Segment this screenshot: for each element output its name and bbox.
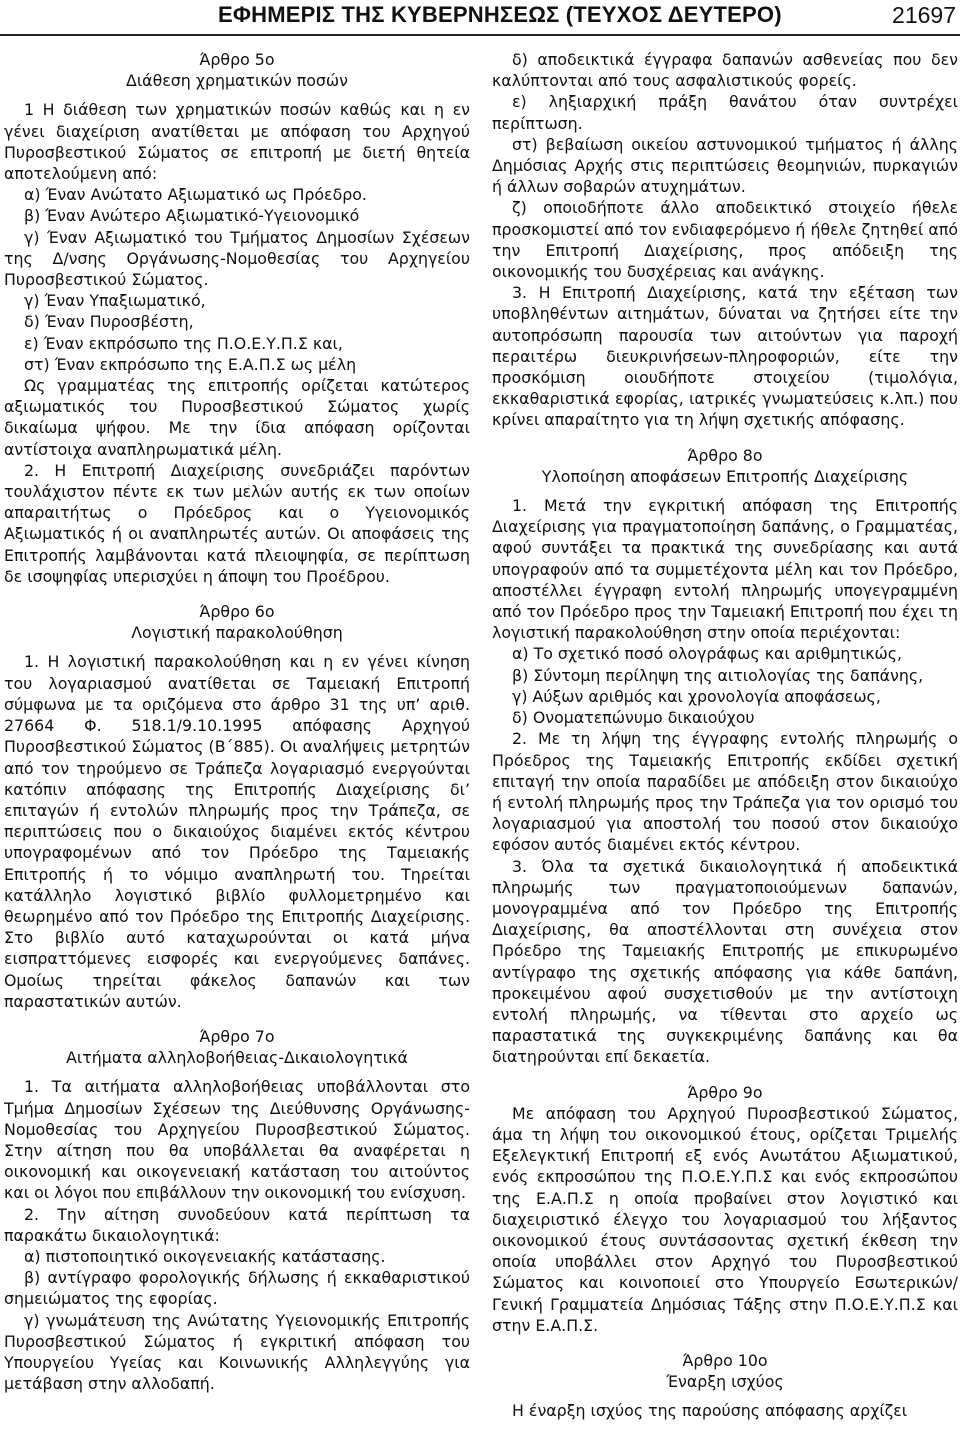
article-5-paragraph-2: Ως γραμματέας της επιτροπής ορίζεται κατώτερος αξιωματικός του Πυροσβεστικού Σώματος χωρίς δικαίωμα ψήφου. Με την ίδια απόφαση ορίζονται αντίστοιχα αναπληρωματικά μέλη.	[4, 376, 470, 459]
article-7-item-c: γ) γνωμάτευση της Ανώτατης Υγειονομικής Επιτροπής Πυροσβεστικού Σώματος ή εγκριτική απόφαση του Υπουργείου Υγείας και Κοινωνικής Αλληλεγγύης για μετάβαση στην αλλοδαπή.	[4, 1310, 470, 1394]
article-10-title: Έναρξη ισχύος	[666, 1372, 784, 1392]
article-8-title: Υλοποίηση αποφάσεων Επιτροπής Διαχείρισης	[541, 466, 909, 486]
article-6-paragraph-1: 1. Η λογιστική παρακολούθηση και η εν γένει κίνηση του λογαριασμού ανατίθεται σε Ταμειακή Επιτροπή σύμφωνα με τα οριζόμενα στο άρθρο 31 της υπ’ αριθ. 27664 Φ. 518.1/9.10.1995 απόφασης Αρχηγού Πυροσβεστικού Σώματος (Β΄885). Οι αναλήψεις μετρητών από τον τηρούμενο σε Τράπεζα λογαριασμό ενεργούνται κατόπιν απόφασης της Επιτροπής Διαχείρισης δι’ επιταγών ή εντολών πληρωμής προς την Τράπεζα, σε περιπτώσεις που ο δικαιούχος διαμένει εκτός κέντρου υπογραφομένων από τον Πρόεδρο της Ταμειακής Επιτροπής ή το νόμιμο αναπληρωτή του. Τηρείται κατάλληλο λογιστικό βιβλίο φυλλομετρημένο και θεωρημένο από τον Πρόεδρο της Επιτροπής Διαχείρισης. Στο βιβλίο αυτό καταχωρούνται οι κατά μήνα εισπραττόμενες εισφορές και ενεργούμενες δαπάνες. Ομοίως τηρείται φάκελος δαπανών και των παραστατικών αυτών.	[4, 652, 470, 1011]
article-5-paragraph-3: 2. Η Επιτροπή Διαχείρισης συνεδριάζει παρόντων τουλάχιστον πέντε εκ των μελών αυτής εκ των οποίων απαραιτήτως ο Πρόεδρος και ο Υγειονομικός Αξιωματικός ή οι αναπληρωτές αυτών. Οι αποφάσεις της Επιτροπής λαμβάνονται κατά πλειοψηφία, σε περίπτωση δε ισοψηφίας υπερισχύει η άποψη του Προέδρου.	[4, 460, 470, 586]
article-6-title: Λογιστική παρακολούθηση	[131, 623, 343, 643]
article-7-paragraph-3: 3. Η Επιτροπή Διαχείρισης, κατά την εξέταση των υποβληθέντων αιτημάτων, δύναται να ζητήσει είτε την αυτοπρόσωπη παρουσία των αιτούντων για παροχή περαιτέρω διευκρινήσεων-πληροφοριών, είτε την προσκόμιση οιουδήποτε στοιχείου (τιμολόγια, εκκαθαριστικά εφορίας, ιατρικές γνωματεύσεις κ.λπ.) που κρίνει απαραίτητο για τη λήψη σχετικής απόφασης.	[492, 283, 958, 430]
article-5-item-a: α) Έναν Ανώτατο Αξιωματικό ως Πρόεδρο.	[24, 185, 367, 205]
article-5-title: Διάθεση χρηματικών ποσών	[126, 71, 348, 91]
article-8-heading: Άρθρο 8ο	[687, 445, 763, 465]
article-8-item-a: α) Το σχετικό ποσό ολογράφως και αριθμητικώς,	[512, 644, 903, 664]
article-7-heading: Άρθρο 7ο	[199, 1026, 275, 1046]
article-5-paragraph-1: 1 Η διάθεση των χρηματικών ποσών καθώς και η εν γένει διαχείριση ανατίθεται με απόφαση του Αρχηγού Πυροσβεστικού Σώματος σε επιτροπή με διετή θητεία αποτελούμενη από:	[4, 100, 470, 184]
article-9-heading: Άρθρο 9ο	[687, 1082, 763, 1102]
article-7-item-b: β) αντίγραφο φορολογικής δήλωσης ή εκκαθαριστικού σημειώματος της εφορίας.	[4, 1268, 470, 1309]
page-number: 21697	[892, 2, 956, 28]
article-8-paragraph-2: 2. Με τη λήψη της έγγραφης εντολής πληρωμής ο Πρόεδρος της Ταμειακής Επιτροπής εκδίδει σχετική επιταγή την οποία παραδίδει με απόδειξη στον δικαιούχο ή εντολή πληρωμής προς την Τράπεζα για τον ορισμό του λογαριασμού για αποστολή του ποσού στον δικαιούχο εφόσον αυτός διαμένει εκτός κέντρου.	[492, 729, 958, 855]
article-7-item-e: ε) ληξιαρχική πράξη θανάτου όταν συντρέχει περίπτωση.	[492, 92, 958, 133]
article-7-paragraph-2: 2. Την αίτηση συνοδεύουν κατά περίπτωση τα παρακάτω δικαιολογητικά:	[4, 1204, 470, 1245]
article-5-heading: Άρθρο 5ο	[199, 50, 275, 69]
article-8-paragraph-1: 1. Μετά την εγκριτική απόφαση της Επιτροπής Διαχείρισης για πραγματοποίηση δαπάνης, ο Γραμματέας, αφού συντάξει τα πρακτικά της συνεδρίασης και αυτά υπογραφούν από τα συμμετέχοντα μέλη και τον Πρόεδρο, αποστέλλει έγγραφη εντολή πληρωμής υπογεγραμμένη από τον Πρόεδρο προς την Ταμειακή Επιτροπή που έχει τη λογιστική παρακολούθηση στην οποία περιέχονται:	[492, 496, 958, 643]
article-7-item-z: ζ) οποιοδήποτε άλλο αποδεικτικό στοιχείο ήθελε προσκομιστεί από τον ενδιαφερόμενο ή ήθελε ζητηθεί από την Επιτροπή Διαχείρισης, προς απόδειξη της οικονομικής του δυσχέρειας και ανάγκης.	[492, 198, 958, 282]
article-7-paragraph-1: 1. Τα αιτήματα αλληλοβοήθειας υποβάλλονται στο Τμήμα Δημοσίων Σχέσεων της Διεύθυνσης Οργάνωσης-Νομοθεσίας του Αρχηγείου Πυροσβεστικού Σώματος. Στην αίτηση που θα υποβάλλεται θα αναφέρεται η οικονομική και οικογενειακή κατάσταση του αιτούντος και οι λόγοι που επιβάλλουν την οικονομική του ενίσχυση.	[4, 1077, 470, 1203]
article-5-item-d: δ) Έναν Πυροσβέστη,	[24, 312, 194, 332]
article-5-item-c: γ) Έναν Αξιωματικό του Τμήματος Δημοσίων Σχέσεων της Δ/νσης Οργάνωσης-Νομοθεσίας του Αρχηγείου Πυροσβεστικού Σώματος.	[4, 227, 470, 290]
article-8-item-b: β) Σύντομη περίληψη της αιτιολογίας της δαπάνης,	[512, 665, 924, 685]
article-7-title: Αιτήματα αλληλοβοήθειας-Δικαιολογητικά	[66, 1048, 408, 1068]
article-9-paragraph-1: Με απόφαση του Αρχηγού Πυροσβεστικού Σώματος, άμα τη λήψη του οικονομικού έτους, ορίζεται Τριμελής Εξελεγκτική Επιτροπή εξ ενός Ανωτάτου Αξιωματικού, ενός εκπροσώπου της Π.Ο.Ε.Υ.Π.Σ και ενός εκπροσώπου της Ε.Α.Π.Σ η οποία προβαίνει στον λογιστικό και διαχειριστικό έλεγχο του λογαριασμού του λήξαντος οικονομικού έτους συντάσσοντας σχετική έκθεση την οποία υποβάλλει στον Αρχηγό του Πυροσβεστικού Σώματος και κοινοποιεί στο Υπουργείο Εσωτερικών/Γενική Γραμματεία Δημόσιας Τάξης στην Π.Ο.Ε.Υ.Π.Σ και στην Ε.Α.Π.Σ.	[492, 1103, 958, 1335]
page-header	[0, 0, 960, 36]
article-5-item-b: β) Έναν Ανώτερο Αξιωματικό-Υγειονομικό	[24, 206, 360, 226]
article-5-item-c2: γ) Έναν Υπαξιωματικό,	[24, 291, 206, 311]
article-5-item-st: στ) Έναν εκπρόσωπο της Ε.Α.Π.Σ ως μέλη	[24, 354, 357, 374]
article-10-heading: Άρθρο 10ο	[682, 1350, 768, 1370]
article-5-item-e: ε) Έναν εκπρόσωπο της Π.Ο.Ε.Υ.Π.Σ και,	[24, 333, 343, 353]
article-7-item-a: α) πιστοποιητικό οικογενειακής κατάστασης.	[24, 1246, 386, 1266]
article-8-item-c: γ) Αύξων αριθμός και χρονολογία αποφάσεως,	[512, 686, 881, 706]
article-8-item-d: δ) Ονοματεπώνυμο δικαιούχου	[512, 708, 755, 728]
article-10-paragraph-1: Η έναρξη ισχύος της παρούσης απόφασης αρχίζει	[512, 1401, 908, 1421]
article-7-item-st: στ) βεβαίωση οικείου αστυνομικού τμήματος ή άλλης Δημόσιας Αρχής στις περιπτώσεις θεομηνιών, πυρκαγιών ή άλλων σοβαρών ατυχημάτων.	[492, 134, 958, 197]
article-7-item-d: δ) αποδεικτικά έγγραφα δαπανών ασθενείας που δεν καλύπτονται από τους ασφαλιστικούς φορείς.	[492, 50, 958, 91]
right-column	[492, 49, 958, 1422]
article-8-paragraph-3: 3. Όλα τα σχετικά δικαιολογητικά ή αποδεικτικά πληρωμής των πραγματοποιούμενων δαπανών, μονογραμμένα από τον Πρόεδρο της Επιτροπής Διαχείρισης, θα αποστέλλονται στη συνέχεια στον Πρόεδρο της Ταμειακής Επιτροπής με επικυρωμένο αντίγραφο της σχετικής απόφασης για κάθε δαπάνη, προκειμένου αφού συσχετισθούν με την αντίστοιχη εντολή πληρωμής, να τίθενται στο αρχείο ως παραστατικά της συγκεκριμένης δαπάνης και θα διατηρούνται επί δεκαετία.	[492, 856, 958, 1067]
gazette-title: ΕΦΗΜΕΡΙΣ ΤΗΣ ΚΥΒΕΡΝΗΣΕΩΣ (ΤΕΥΧΟΣ ΔΕΥΤΕΡΟ)	[218, 2, 782, 27]
left-column	[4, 49, 470, 1394]
article-6-heading: Άρθρο 6ο	[199, 602, 275, 622]
